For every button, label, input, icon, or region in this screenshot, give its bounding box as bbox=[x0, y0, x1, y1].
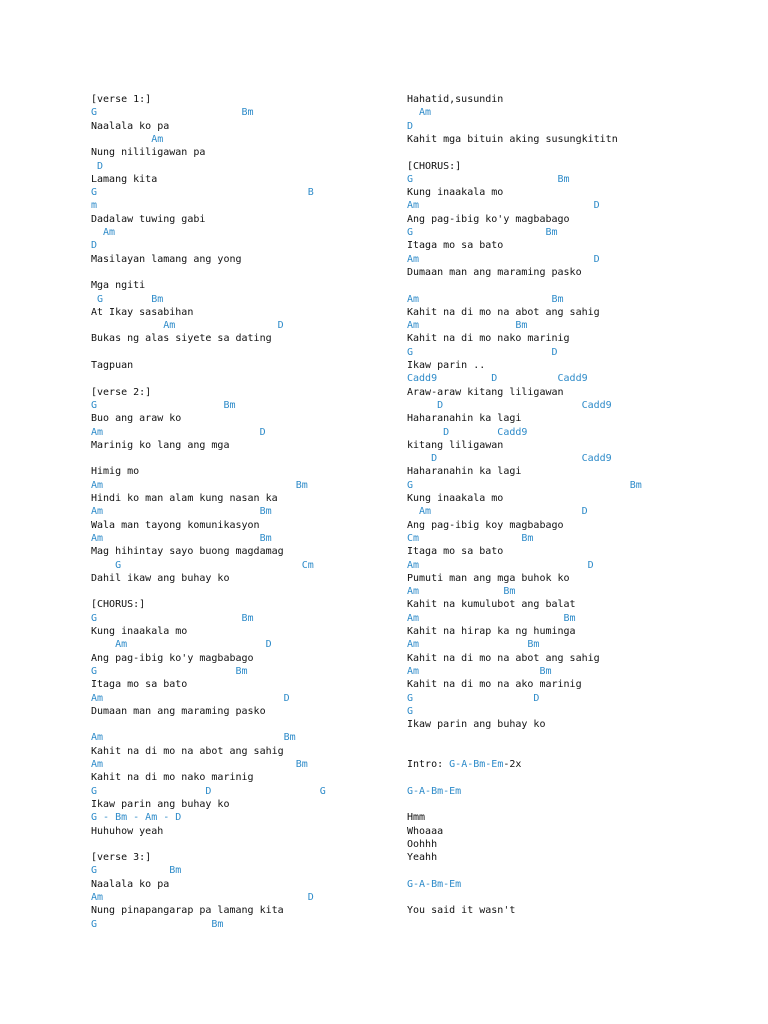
chord-line: G D bbox=[407, 347, 558, 358]
chord-line: G Bm bbox=[407, 174, 570, 185]
section-heading: [verse 3:] bbox=[91, 852, 152, 863]
lyric-line: Marinig ko lang ang mga bbox=[91, 440, 230, 451]
intro-chords: G-A-Bm-Em bbox=[449, 759, 504, 770]
lyric-line: Naalala ko pa bbox=[91, 879, 170, 890]
chord-line: Am D bbox=[407, 506, 588, 517]
chord-line: Am D bbox=[91, 427, 266, 438]
lyric-line: Whoaaa bbox=[407, 826, 444, 837]
lyric-line: Himig mo bbox=[91, 466, 140, 477]
chord-line: G Bm bbox=[91, 919, 224, 930]
section-heading: [verse 2:] bbox=[91, 387, 152, 398]
lyric-line: Itaga mo sa bato bbox=[91, 679, 188, 690]
chord-line: Am bbox=[407, 107, 432, 118]
chord-line: Am bbox=[91, 227, 116, 238]
lyric-line: Itaga mo sa bato bbox=[407, 240, 504, 251]
lyric-line: Dahil ikaw ang buhay ko bbox=[91, 573, 230, 584]
chord-line: G bbox=[407, 706, 414, 717]
intro-label: Intro: bbox=[407, 759, 450, 770]
lyric-line: Kahit na di mo na abot ang sahig bbox=[91, 746, 284, 757]
lyric-line: Mag hihintay sayo buong magdamag bbox=[91, 546, 284, 557]
chord-line: Am D bbox=[407, 560, 594, 571]
chord-line: Am Bm bbox=[407, 586, 516, 597]
chord-line: Am Bm bbox=[407, 666, 552, 677]
chord-line: D Cadd9 bbox=[407, 453, 612, 464]
lyric-line: Nung pinapangarap pa lamang kita bbox=[91, 905, 284, 916]
lyric-line: You said it wasn't bbox=[407, 905, 516, 916]
chord-line: Am Bm bbox=[91, 480, 308, 491]
chord-line: G Bm bbox=[407, 227, 558, 238]
lyric-line: Tagpuan bbox=[91, 360, 134, 371]
chord-line: D bbox=[407, 121, 414, 132]
lyric-line: Wala man tayong komunikasyon bbox=[91, 520, 260, 531]
lyric-line: Kahit na di mo na abot ang sahig bbox=[407, 307, 600, 318]
chord-line: G Bm bbox=[91, 294, 164, 305]
chord-line: Am D bbox=[91, 639, 272, 650]
chord-line: Cm Bm bbox=[407, 533, 534, 544]
lyric-line: Itaga mo sa bato bbox=[407, 546, 504, 557]
chord-line: Am D bbox=[91, 892, 314, 903]
chord-line: G D G bbox=[91, 786, 326, 797]
lyric-line: Ang pag-ibig ko'y magbabago bbox=[407, 214, 570, 225]
section-heading: [CHORUS:] bbox=[91, 599, 146, 610]
chord-line: Am D bbox=[91, 320, 284, 331]
section-heading: [verse 1:] bbox=[91, 94, 152, 105]
lyric-line: Ikaw parin ang buhay ko bbox=[91, 799, 230, 810]
lyric-line: Yeahh bbox=[407, 852, 438, 863]
lyric-line: At Ikay sasabihan bbox=[91, 307, 194, 318]
lyric-line: Ikaw parin ang buhay ko bbox=[407, 719, 546, 730]
chord-line: Am Bm bbox=[91, 506, 272, 517]
lyric-line: Kung inaakala mo bbox=[407, 187, 504, 198]
lyric-line: Kahit na kumulubot ang balat bbox=[407, 599, 576, 610]
chord-line: G Bm bbox=[407, 480, 642, 491]
chord-line: G Cm bbox=[91, 560, 314, 571]
chord-line: G Bm bbox=[91, 666, 248, 677]
chord-line: Am D bbox=[407, 254, 600, 265]
chord-line: G - Bm - Am - D bbox=[91, 812, 182, 823]
chord-line: G-A-Bm-Em bbox=[407, 879, 462, 890]
chord-line: D Cadd9 bbox=[407, 427, 528, 438]
chord-line: Am bbox=[91, 134, 164, 145]
lyric-line: Kahit mga bituin aking susungkititn bbox=[407, 134, 618, 145]
lyric-line: Ang pag-ibig ko'y magbabago bbox=[91, 653, 254, 664]
lyric-line: Kung inaakala mo bbox=[407, 493, 504, 504]
lyric-line: Mga ngiti bbox=[91, 280, 146, 291]
chord-line: Am Bm bbox=[407, 294, 564, 305]
chord-line: Am Bm bbox=[407, 613, 576, 624]
lyric-line: Hindi ko man alam kung nasan ka bbox=[91, 493, 278, 504]
lyric-line: Dumaan man ang maraming pasko bbox=[91, 706, 266, 717]
lyric-line: Bukas ng alas siyete sa dating bbox=[91, 333, 272, 344]
lyric-line: kitang liligawan bbox=[407, 440, 504, 451]
lyric-line: Huhuhow yeah bbox=[91, 826, 164, 837]
lyric-line: Naalala ko pa bbox=[91, 121, 170, 132]
lyric-line: Araw-araw kitang liligawan bbox=[407, 387, 564, 398]
chord-line: m bbox=[91, 200, 98, 211]
lyric-line: Hmm bbox=[407, 812, 426, 823]
chord-line: G Bm bbox=[91, 865, 182, 876]
lyric-line: Pumuti man ang mga buhok ko bbox=[407, 573, 570, 584]
chord-line: Am Bm bbox=[91, 759, 308, 770]
lyric-line: Kahit na hirap ka ng huminga bbox=[407, 626, 576, 637]
chord-line: Am D bbox=[91, 693, 290, 704]
lyric-line: Masilayan lamang ang yong bbox=[91, 254, 242, 265]
lyric-line: Dumaan man ang maraming pasko bbox=[407, 267, 582, 278]
chord-line: Am Bm bbox=[407, 320, 528, 331]
lyric-line: Kahit na di mo nako marinig bbox=[407, 333, 570, 344]
chord-line: G Bm bbox=[91, 613, 254, 624]
lyric-line: Dadalaw tuwing gabi bbox=[91, 214, 206, 225]
chord-line: Am Bm bbox=[407, 639, 540, 650]
lyric-line: Ikaw parin .. bbox=[407, 360, 486, 371]
lyric-line: Kahit na di mo na abot ang sahig bbox=[407, 653, 600, 664]
chord-line: G Bm bbox=[91, 107, 254, 118]
lyric-line: Oohhh bbox=[407, 839, 438, 850]
chord-line: Am Bm bbox=[91, 533, 272, 544]
chord-line: Am D bbox=[407, 200, 600, 211]
lyric-line: Haharanahin ka lagi bbox=[407, 413, 522, 424]
lyric-line: Lamang kita bbox=[91, 174, 158, 185]
chord-line: Cadd9 D Cadd9 bbox=[407, 373, 588, 384]
lyric-line: Kahit na di mo nako marinig bbox=[91, 772, 254, 783]
chord-line: Am Bm bbox=[91, 732, 296, 743]
chord-line: D bbox=[91, 161, 104, 172]
chord-line: G B bbox=[91, 187, 314, 198]
section-heading: [CHORUS:] bbox=[407, 161, 462, 172]
intro-repeat: -2x bbox=[503, 759, 522, 770]
chord-line: G-A-Bm-Em bbox=[407, 786, 462, 797]
lyric-line: Haharanahin ka lagi bbox=[407, 466, 522, 477]
chord-line: G Bm bbox=[91, 400, 236, 411]
lyric-line: Kahit na di mo na ako marinig bbox=[407, 679, 582, 690]
lyric-line: Buo ang araw ko bbox=[91, 413, 182, 424]
chord-line: D Cadd9 bbox=[407, 400, 612, 411]
lyric-line: Nung nililigawan pa bbox=[91, 147, 206, 158]
lyric-line: Hahatid,susundin bbox=[407, 94, 504, 105]
chord-line: D bbox=[91, 240, 98, 251]
chord-line: G D bbox=[407, 693, 540, 704]
intro-line bbox=[407, 758, 521, 771]
lyric-line: Kung inaakala mo bbox=[91, 626, 188, 637]
lyric-line: Ang pag-ibig koy magbabago bbox=[407, 520, 564, 531]
